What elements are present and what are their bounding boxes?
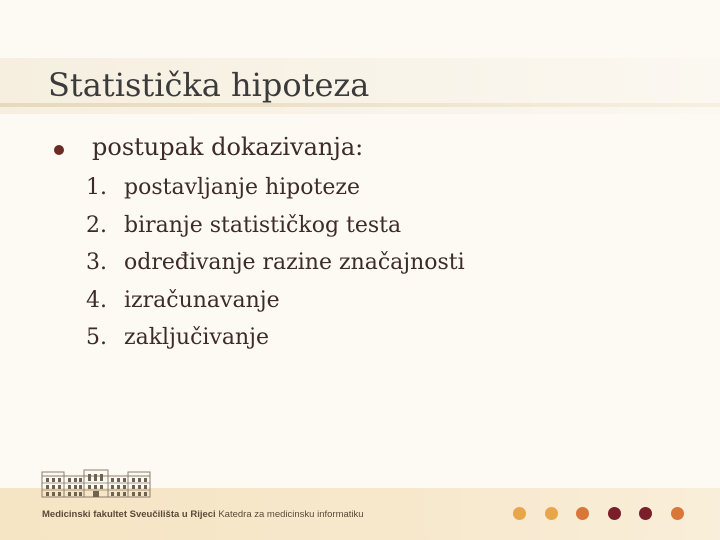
dot-icon	[545, 507, 558, 520]
step-label: određivanje razine značajnosti	[124, 250, 465, 275]
bullet-text: postupak dokazivanja:	[92, 133, 364, 161]
step-label: postavljanje hipoteze	[124, 175, 360, 200]
step-label: biranje statističkog testa	[124, 212, 402, 238]
footer-department: Katedra za medicinsku informatiku	[218, 509, 364, 520]
faculty-building-icon	[40, 468, 152, 498]
dot-icon	[671, 507, 684, 520]
dot-icon	[576, 507, 589, 520]
footer-institution: Medicinski fakultet Sveučilišta u Rijeci	[42, 509, 216, 520]
step-number: 1.	[86, 175, 107, 200]
step-label: zaključivanje	[124, 325, 269, 350]
step-number: 5.	[86, 325, 107, 350]
step-label: izračunavanje	[124, 287, 280, 313]
slide-title: Statistička hipoteza	[48, 66, 370, 104]
bullet-dot-icon	[54, 145, 64, 155]
dot-icon	[608, 507, 621, 520]
footer-caption	[42, 509, 364, 520]
dot-icon	[513, 507, 526, 520]
dot-icon	[639, 507, 652, 520]
step-number: 3.	[86, 250, 107, 275]
step-number: 4.	[86, 287, 107, 313]
step-number: 2.	[86, 212, 107, 238]
